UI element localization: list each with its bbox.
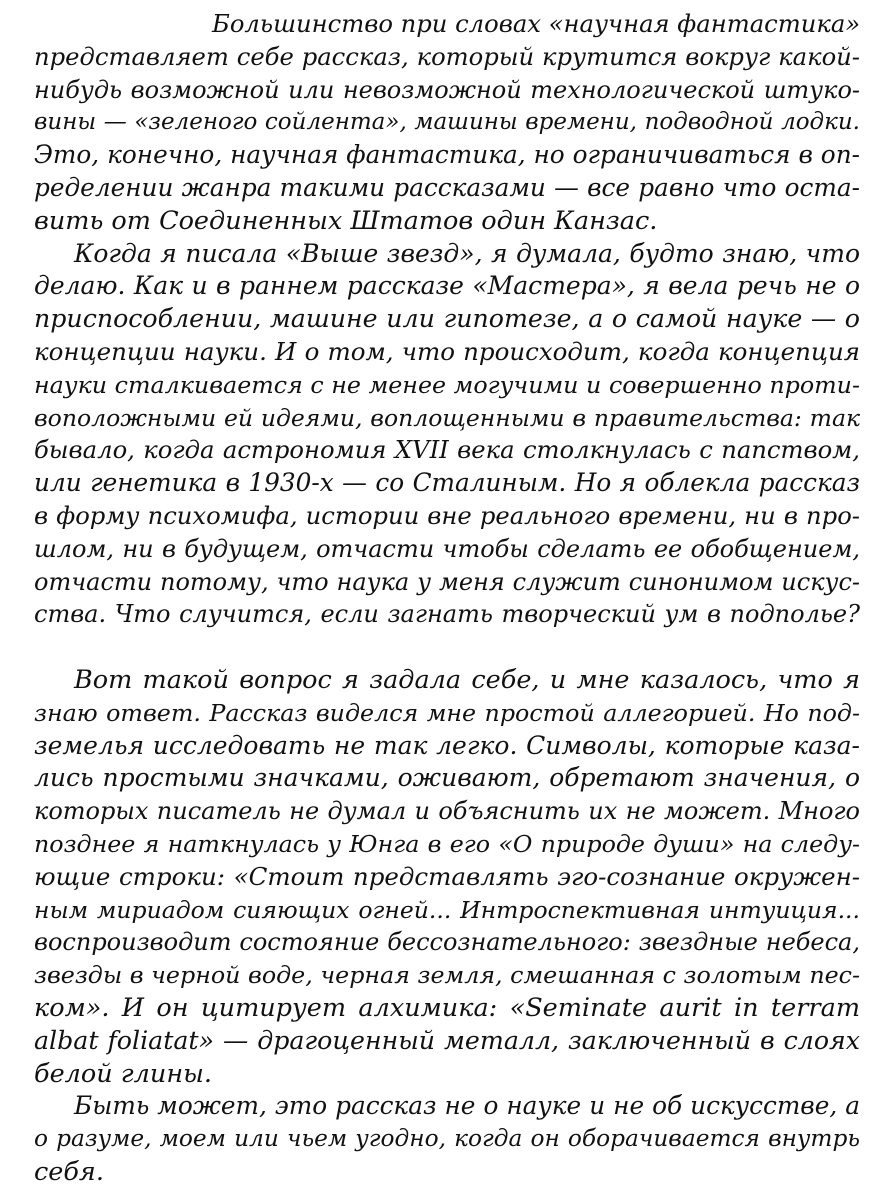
- text-line: науки сталкивается с не менее могучими и совершенно проти-: [34, 370, 860, 399]
- text-line: ства. Что случится, если загнать творческий ум в подполье?: [34, 600, 860, 629]
- text-line: ющие строки: «Стоит представлять эго-сознание окружен-: [34, 861, 860, 891]
- text-line: ределении жанра такими рассказами — все равно что оста-: [34, 172, 860, 202]
- text-line: albat foliatat» — драгоценный металл, заключенный в слоях: [34, 1025, 860, 1055]
- paragraph-3: [34, 664, 860, 1090]
- text-line: лись простыми значками, оживают, обретают значения, о: [34, 763, 860, 793]
- text-line: Вот такой вопрос я задала себе, и мне казалось, что я: [74, 664, 860, 695]
- text-line: себя.: [34, 1156, 104, 1187]
- text-line: в форму психомифа, истории вне реального времени, ни в про-: [34, 500, 860, 530]
- text-line: делаю. Как и в раннем рассказе «Мастера», я вела речь не о: [34, 271, 860, 301]
- text-line: концепции науки. И о том, что происходит, когда концепция: [34, 336, 860, 366]
- text-line: вины — «зеленого сойлента», машины времени, подводной лодки.: [34, 109, 860, 136]
- text-line: или генетика в 1930-х — со Сталиным. Но я облекла рассказ: [34, 468, 860, 498]
- text-line: шлом, ни в будущем, отчасти чтобы сделать ее обобщением,: [34, 534, 860, 563]
- text-line: бывало, когда астрономия XVII века столкнулась с папством,: [34, 435, 860, 465]
- paragraph-1: [34, 8, 860, 238]
- text-line: знаю ответ. Рассказ виделся мне простой аллегорией. Но под-: [34, 698, 860, 727]
- text-line: позднее я наткнулась у Юнга в его «О природе души» на следу-: [34, 829, 860, 858]
- text-line: которых писатель не думал и объяснить их не может. Много: [34, 797, 860, 826]
- text-line: вить от Соединенных Штатов один Канзас.: [34, 205, 658, 236]
- text-line: воспроизводит состояние бессознательного: звездные небеса,: [34, 928, 860, 957]
- text-line: отчасти потому, что наука у меня служит синонимом искус-: [34, 567, 860, 596]
- text-line: Это, конечно, научная фантастика, но ограничиваться в оп-: [34, 140, 860, 170]
- text-line: земелья исследовать не так легко. Символы, которые каза-: [34, 730, 860, 760]
- paragraph-4: [34, 1090, 860, 1188]
- text-line: Когда я писала «Выше звезд», я думала, будто знаю, что: [74, 238, 860, 268]
- text-line: звезды в черной воде, черная земля, смешанная с золотым пес-: [34, 961, 860, 990]
- text-line: представляет себе рассказ, который крутится вокруг какой-: [34, 41, 860, 71]
- paragraph-2: [34, 238, 860, 664]
- text-line: ком». И он цитирует алхимика: «Seminate aurit in terram: [34, 992, 860, 1023]
- text-line: белой глины.: [34, 1058, 212, 1089]
- text-line: воположными ей идеями, воплощенными в правительства: так: [34, 403, 860, 432]
- text-line: приспособлении, машине или гипотезе, а о самой науке — о: [34, 304, 860, 334]
- text-line: Быть может, это рассказ не о науке и не об искусстве, а: [74, 1091, 860, 1121]
- document-page: [34, 8, 860, 1189]
- text-line: о разуме, моем или чьем угодно, когда он оборачивается внутрь: [34, 1125, 860, 1153]
- text-line: Большинство при словах «научная фантастика»: [212, 9, 861, 38]
- text-line: ным мириадом сияющих огней... Интроспективная интуиция...: [34, 895, 860, 924]
- text-line: нибудь возможной или невозможной технологической штуко-: [34, 75, 860, 104]
- text-line: [34, 631, 860, 664]
